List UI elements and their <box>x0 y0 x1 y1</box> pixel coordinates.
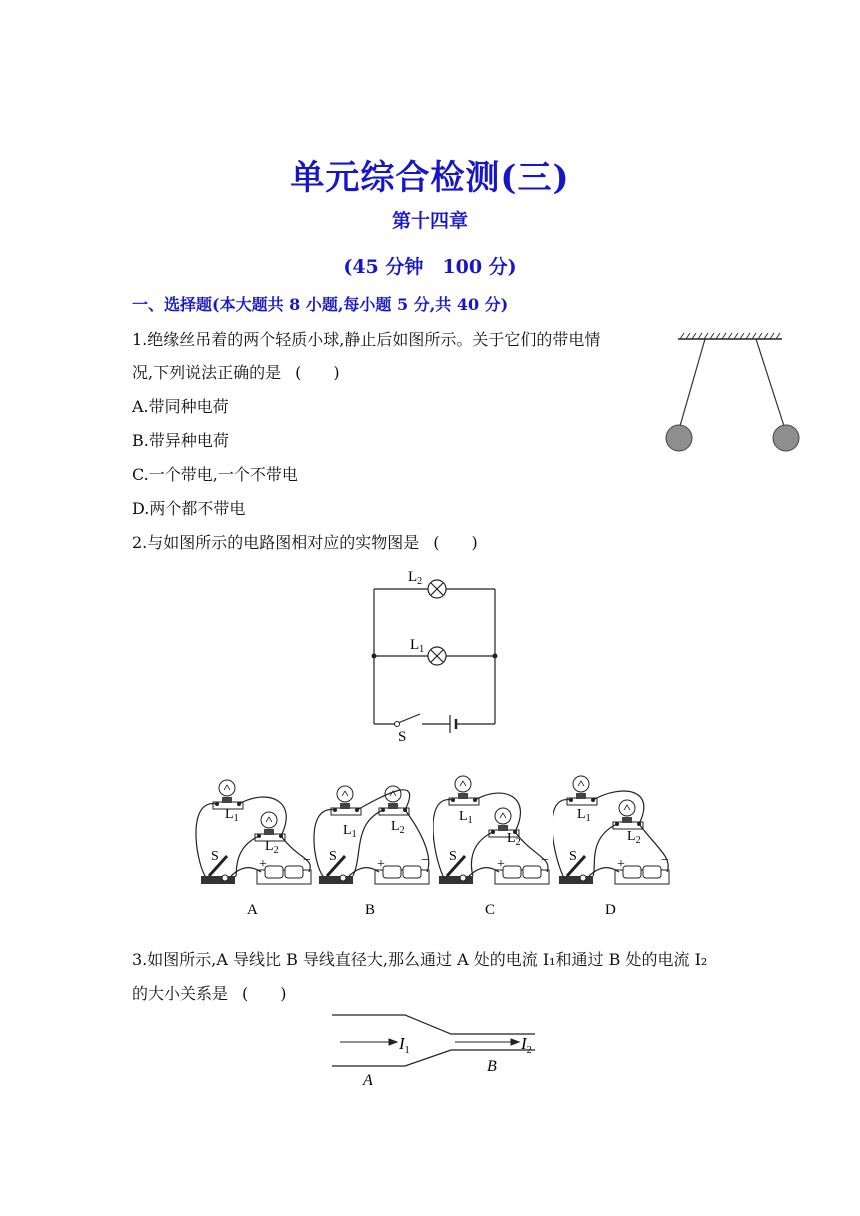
svg-text:+: + <box>377 857 385 872</box>
svg-text:−: − <box>421 853 429 868</box>
right-ball <box>773 425 799 451</box>
lamp-l2-symbol <box>428 580 446 598</box>
label-l2: $L_2$ <box>408 569 423 587</box>
lamp-l1-holder <box>449 776 479 805</box>
lamp-l1-symbol <box>428 647 446 665</box>
choice-letter: B <box>365 902 376 918</box>
lamp-l1-holder <box>213 780 243 809</box>
lamp-l2-holder <box>255 812 285 841</box>
q1-text-line1: 1.绝缘丝吊着的两个轻质小球,静止后如图所示。关于它们的带电情 <box>132 330 601 349</box>
q1-answer-blank: ( ) <box>295 363 340 382</box>
lamp-l1-holder <box>331 786 361 815</box>
lamp-l2-holder <box>613 800 643 829</box>
q3-stem-end: 的大小关系是 <box>132 984 229 1003</box>
q3-answer-blank: ( ) <box>242 984 287 1003</box>
switch-pivot <box>395 722 400 727</box>
choice-figure-a <box>195 768 315 923</box>
choice-figure-d <box>553 768 673 923</box>
section-heading: 一、选择题(本大题共 8 小题,每小题 5 分,共 40 分) <box>132 295 509 314</box>
q2-choice-figures <box>195 768 675 923</box>
q1-option-c: C.一个带电,一个不带电 <box>132 465 298 484</box>
label-i2: $I_2$ <box>521 1034 532 1056</box>
battery-symbol <box>450 715 456 733</box>
label-l2: $L_2$ <box>391 819 405 836</box>
battery-box <box>495 853 549 884</box>
q3-text-line2 <box>132 981 287 1004</box>
q1-option-b: B.带异种电荷 <box>132 431 229 450</box>
time-score-line: (45 分钟 100 分) <box>343 256 517 278</box>
choice-letter: C <box>485 902 496 918</box>
battery-box <box>375 853 429 884</box>
svg-text:+: + <box>259 857 267 872</box>
q1-pendulum-figure <box>660 330 810 460</box>
choice-figure-c <box>433 768 553 923</box>
label-s: S <box>211 849 219 864</box>
page-title: 单元综合检测(三) <box>290 158 570 198</box>
q2-circuit-diagram <box>360 565 510 745</box>
junction-left <box>372 654 377 659</box>
label-s: S <box>329 849 337 864</box>
label-s: S <box>449 849 457 864</box>
label-l1: $L_1$ <box>225 807 239 824</box>
q1-text-line2 <box>132 360 340 383</box>
q1-option-a: A.带同种电荷 <box>132 397 229 416</box>
label-i1: $I_1$ <box>399 1034 410 1056</box>
label-b: B <box>487 1058 497 1075</box>
q2-answer-blank: ( ) <box>433 533 478 552</box>
svg-text:−: − <box>303 853 311 868</box>
choice-figure-b <box>313 768 433 923</box>
svg-text:−: − <box>661 853 669 868</box>
label-a: A <box>363 1072 373 1089</box>
lamp-l1-holder <box>567 776 597 805</box>
q1-stem-end: 况,下列说法正确的是 <box>132 363 282 382</box>
svg-text:+: + <box>497 857 505 872</box>
q3-wire-figure <box>325 1005 550 1095</box>
label-l1: $L_1$ <box>577 807 591 824</box>
arrow-i1 <box>340 1039 397 1045</box>
label-l2: $L_2$ <box>265 839 279 856</box>
label-l1: $L_1$ <box>343 823 357 840</box>
left-ball <box>666 425 692 451</box>
arrow-i2 <box>455 1039 519 1045</box>
choice-letter: D <box>605 902 616 918</box>
chapter-heading: 第十四章 <box>391 210 468 232</box>
label-l1: $L_1$ <box>410 637 425 655</box>
q3-text-line1: 3.如图所示,A 导线比 B 导线直径大,那么通过 A 处的电流 I₁和通过 B 处的电流 I₂ <box>132 950 708 969</box>
q1-option-d: D.两个都不带电 <box>132 499 246 518</box>
label-l2: $L_2$ <box>627 829 641 846</box>
right-thread <box>756 339 784 426</box>
battery-box <box>615 853 669 884</box>
q2-stem: 2.与如图所示的电路图相对应的实物图是 <box>132 533 420 552</box>
choice-letter: A <box>247 902 258 918</box>
label-switch: S <box>398 729 407 745</box>
junction-right <box>493 654 498 659</box>
label-l1: $L_1$ <box>459 809 473 826</box>
svg-text:+: + <box>617 857 625 872</box>
label-s: S <box>569 849 577 864</box>
label-l2: $L_2$ <box>507 831 521 848</box>
left-thread <box>680 339 705 426</box>
svg-text:−: − <box>541 853 549 868</box>
q2-text-line1 <box>132 530 478 553</box>
